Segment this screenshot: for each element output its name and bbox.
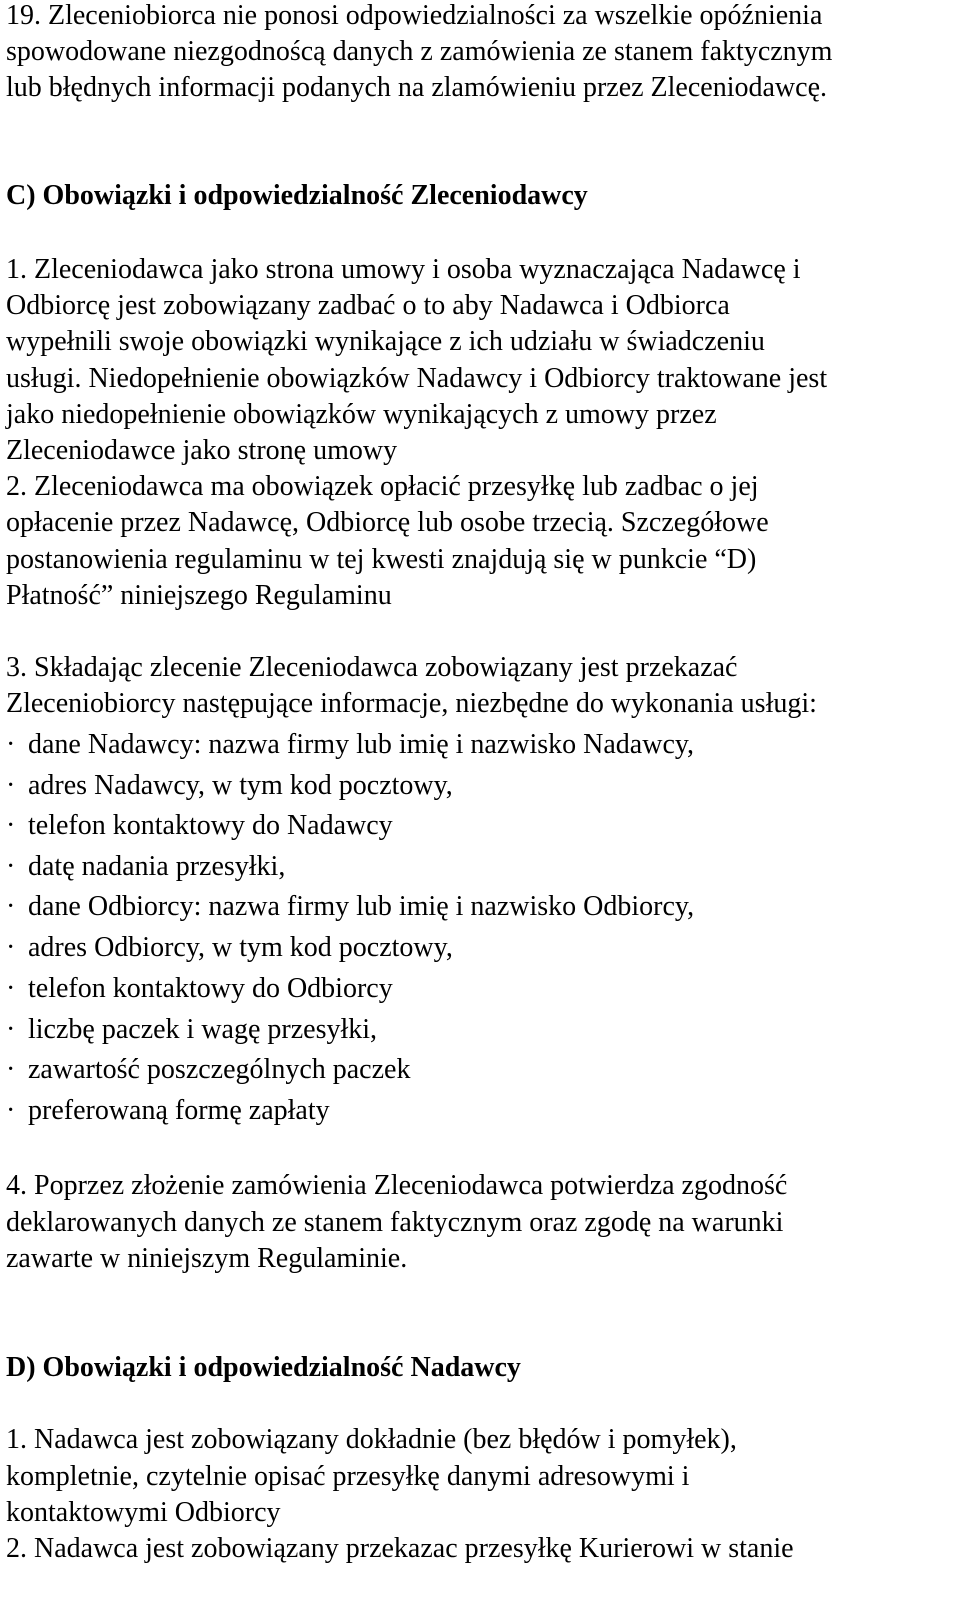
text-line: kontaktowymi Odbiorcy <box>6 1497 281 1528</box>
bullet-marker: · <box>6 932 16 963</box>
text-line: Zleceniodawce jako stronę umowy <box>6 435 398 466</box>
text-line: kompletnie, czytelnie opisać przesyłkę danymi adresowymi i <box>6 1461 690 1492</box>
list-item <box>6 772 453 800</box>
text-line: 1. Zleceniodawca jako strona umowy i osoba wyznaczająca Nadawcę i <box>6 254 801 285</box>
list-item-text: datę nadania przesyłki, <box>28 851 286 882</box>
text-line: zawarte w niniejszym Regulaminie. <box>6 1243 408 1274</box>
list-item-text: dane Nadawcy: nazwa firmy lub imię i nazwisko Nadawcy, <box>28 729 695 760</box>
text-line: 2. Nadawca jest zobowiązany przekazac przesyłkę Kurierowi w stanie <box>6 1533 794 1564</box>
section-heading-c: C) Obowiązki i odpowiedzialność Zleceniodawcy <box>6 180 588 211</box>
list-item <box>6 975 393 1003</box>
list-item-text: liczbę paczek i wagę przesyłki, <box>28 1014 378 1045</box>
list-item-text: adres Odbiorcy, w tym kod pocztowy, <box>28 932 453 963</box>
text-line: opłacenie przez Nadawcę, Odbiorcę lub osobe trzecią. Szczegółowe <box>6 507 769 538</box>
list-item-text: preferowaną formę zapłaty <box>28 1095 330 1126</box>
bullet-marker: · <box>6 1095 16 1126</box>
list-item <box>6 1056 410 1084</box>
bullet-marker: · <box>6 770 16 801</box>
list-item <box>6 731 694 759</box>
bullet-marker: · <box>6 810 16 841</box>
bullet-marker: · <box>6 851 16 882</box>
list-item <box>6 1016 377 1044</box>
text-line: Płatność” niniejszego Regulaminu <box>6 580 392 611</box>
list-item <box>6 1097 330 1125</box>
text-line: spowodowane niezgodnoścą danych z zamówienia ze stanem faktycznym <box>6 36 833 67</box>
bullet-marker: · <box>6 729 16 760</box>
text-line: 19. Zleceniobiorca nie ponosi odpowiedzialności za wszelkie opóźnienia <box>6 0 823 31</box>
list-item-text: zawartość poszczególnych paczek <box>28 1054 411 1085</box>
text-line: deklarowanych danych ze stanem faktycznym oraz zgodę na warunki <box>6 1207 784 1238</box>
list-item <box>6 893 694 921</box>
list-item-text: telefon kontaktowy do Nadawcy <box>28 810 393 841</box>
text-line: 1. Nadawca jest zobowiązany dokładnie (bez błędów i pomyłek), <box>6 1424 737 1455</box>
text-line: postanowienia regulaminu w tej kwesti znajdują się w punkcie “D) <box>6 544 757 575</box>
section-heading-d: D) Obowiązki i odpowiedzialność Nadawcy <box>6 1352 521 1383</box>
text-line: Zleceniobiorcy następujące informacje, niezbędne do wykonania usługi: <box>6 688 817 719</box>
text-line: 4. Poprzez złożenie zamówienia Zleceniodawca potwierdza zgodność <box>6 1170 788 1201</box>
list-item-text: dane Odbiorcy: nazwa firmy lub imię i nazwisko Odbiorcy, <box>28 891 695 922</box>
list-item <box>6 853 285 881</box>
text-line: wypełnili swoje obowiązki wynikające z ich udziału w świadczeniu <box>6 326 765 357</box>
text-line: usługi. Niedopełnienie obowiązków Nadawcy i Odbiorcy traktowane jest <box>6 363 828 394</box>
list-item <box>6 812 393 840</box>
text-line: lub błędnych informacji podanych na zlamówieniu przez Zleceniodawcę. <box>6 72 827 103</box>
text-line: jako niedopełnienie obowiązków wynikających z umowy przez <box>6 399 717 430</box>
bullet-marker: · <box>6 1054 16 1085</box>
text-line: 2. Zleceniodawca ma obowiązek opłacić przesyłkę lub zadbac o jej <box>6 471 759 502</box>
text-line: Odbiorcę jest zobowiązany zadbać o to aby Nadawca i Odbiorca <box>6 290 730 321</box>
bullet-marker: · <box>6 891 16 922</box>
list-item-text: telefon kontaktowy do Odbiorcy <box>28 973 393 1004</box>
bullet-marker: · <box>6 973 16 1004</box>
text-line: 3. Składając zlecenie Zleceniodawca zobowiązany jest przekazać <box>6 652 738 683</box>
list-item <box>6 934 453 962</box>
bullet-marker: · <box>6 1014 16 1045</box>
list-item-text: adres Nadawcy, w tym kod pocztowy, <box>28 770 453 801</box>
